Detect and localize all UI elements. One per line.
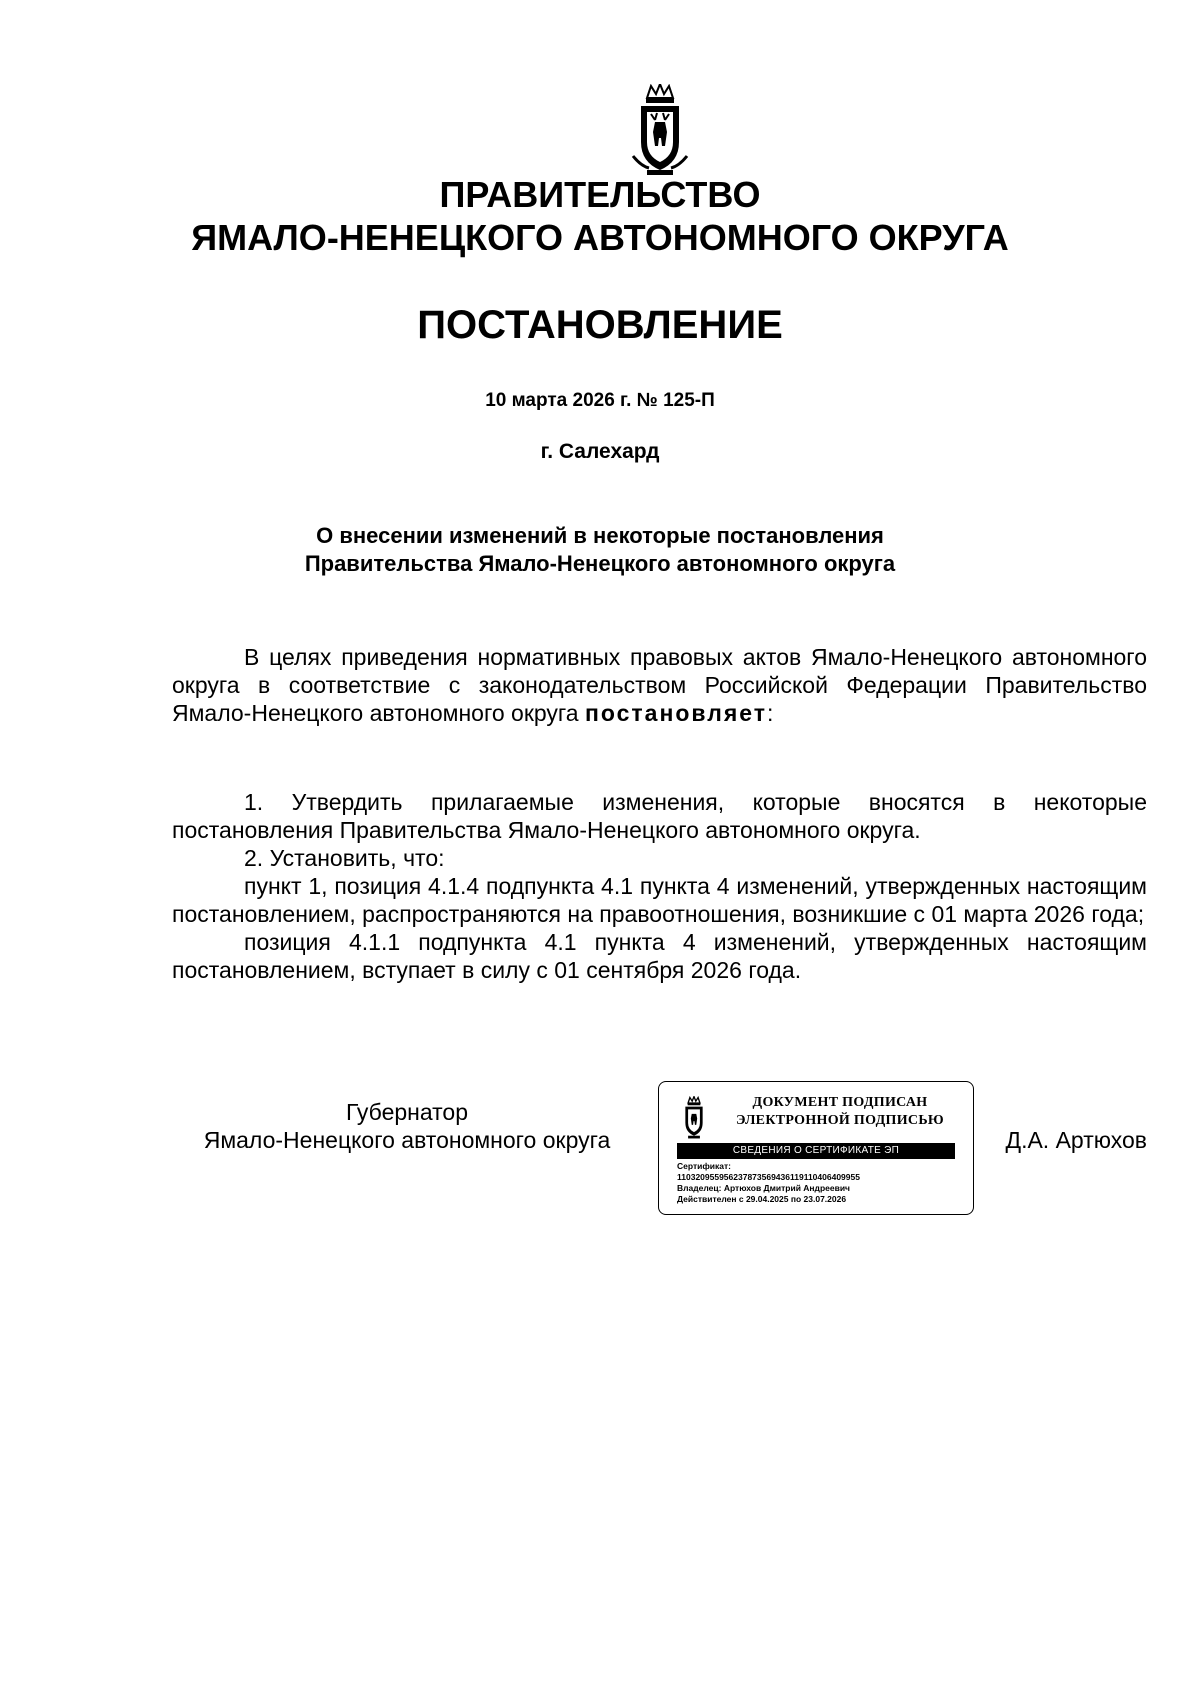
coat-of-arms-icon <box>679 1096 709 1140</box>
certificate-owner: Владелец: Артюхов Дмитрий Андреевич <box>677 1183 850 1193</box>
stamp-title <box>719 1094 961 1130</box>
stamp-title-line1: ДОКУМЕНТ ПОДПИСАН <box>752 1095 928 1110</box>
certificate-details <box>677 1161 967 1205</box>
signatory-name: Д.А. Артюхов <box>1005 1127 1147 1153</box>
signatory-position-line2: Ямало-Ненецкого автономного округа <box>203 1127 611 1153</box>
certificate-validity: Действителен с 29.04.2025 по 23.07.2026 <box>677 1194 847 1204</box>
org-name-line1: ПРАВИТЕЛЬСТВО <box>439 174 761 215</box>
subject-line1: О внесении изменений в некоторые постановления <box>316 523 884 548</box>
document-type: ПОСТАНОВЛЕНИЕ <box>417 303 783 347</box>
electronic-signature-stamp <box>658 1081 974 1215</box>
certificate-info-bar: СВЕДЕНИЯ О СЕРТИФИКАТЕ ЭП <box>677 1143 955 1159</box>
preamble-text: В целях приведения нормативных правовых актов Ямало-Ненецкого автономного округа в соответствие с законодательством Российской Федерации Правительство Ямало-Ненецкого автономного округа <box>172 644 1147 726</box>
item-2: 2. Установить, что: <box>244 845 445 871</box>
certificate-number: 110320955956237873569436119110406409955 <box>677 1172 860 1182</box>
signatory-position-line1: Губернатор <box>345 1099 469 1125</box>
preamble-paragraph <box>172 643 1147 727</box>
signatory-position <box>172 1098 642 1154</box>
item-2-clause-1: пункт 1, позиция 4.1.4 подпункта 4.1 пункта 4 изменений, утвержденных настоящим постановлением, распространяются на правоотношения, возникшие с 01 марта 2026 года; <box>172 873 1147 927</box>
coat-of-arms-icon <box>627 84 693 178</box>
item-2-clause-2: позиция 4.1.1 подпункта 4.1 пункта 4 изменений, утвержденных настоящим постановлением, вступает в силу с 01 сентября 2026 года. <box>172 929 1147 983</box>
preamble <box>172 643 1147 727</box>
stamp-title-line2: ЭЛЕКТРОННОЙ ПОДПИСЬЮ <box>736 1113 944 1128</box>
preamble-tail: : <box>767 700 774 726</box>
item-1: 1. Утвердить прилагаемые изменения, которые вносятся в некоторые постановления Правительства Ямало-Ненецкого автономного округа. <box>172 789 1147 843</box>
preamble-keyword: постановляет <box>584 700 768 726</box>
org-name-line2: ЯМАЛО-НЕНЕЦКОГО АВТОНОМНОГО ОКРУГА <box>191 217 1009 258</box>
document-subject <box>0 522 1200 578</box>
certificate-label: Сертификат: <box>677 1161 731 1171</box>
resolution-items <box>172 788 1147 984</box>
date-and-number: 10 марта 2026 г. № 125-П <box>485 390 715 411</box>
subject-line2: Правительства Ямало-Ненецкого автономного округа <box>304 551 896 576</box>
city: г. Салехард <box>540 440 660 463</box>
